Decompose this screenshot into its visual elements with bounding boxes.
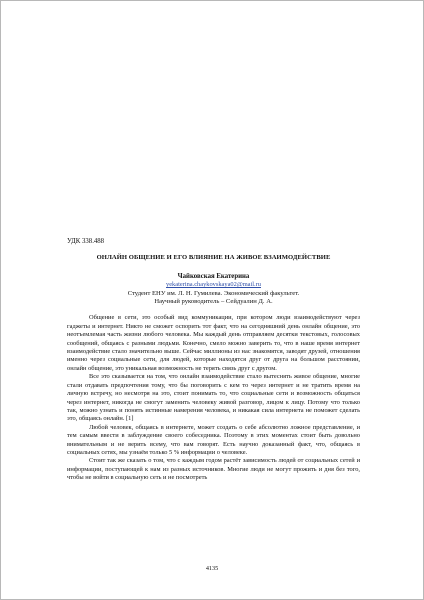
article-body xyxy=(67,314,360,482)
author-email-link[interactable]: yekaterina.chaykovskaya02@mail.ru xyxy=(166,281,261,289)
paragraph: Общение в сети, это особый вид коммуникации, при котором люди взаимодействуют через гаджеты и интернет. Никто не сможет оспорить тот факт, что на сегодняшний день онлайн общение, это неотъемлемая часть жизни любого человека. Мы каждый день отправляем десятки текстовых, голосовых сообщений, общаясь с разными людьми. Конечно, смело можно заверить то, что в наше время интернет взаимодействие стало значительно выше. Сейчас миллионы из нас знакомятся, заводят друзей, отношения именно через социальные сети, для людей, которые находятся друг от друга на большом расстоянии, онлайн общение, это уникальная возможность не терять связь друг с другом. xyxy=(67,314,360,372)
udc-code: УДК 338.488 xyxy=(67,238,105,245)
author-affiliation: Студент ЕНУ им. Л. Н. Гумилева. Экономический факультет. xyxy=(127,289,300,297)
author-name: Чайковская Екатерина xyxy=(177,272,250,280)
supervisor: Научный руководитель – Сейдуалин Д. А. xyxy=(154,298,273,306)
page-number: 4135 xyxy=(205,565,219,572)
article-title: ОНЛАЙН ОБЩЕНИЕ И ЕГО ВЛИЯНИЕ НА ЖИВОЕ ВЗАИМОДЕЙСТВИЕ xyxy=(96,254,331,262)
document-page xyxy=(67,238,360,483)
paragraph: Любой человек, общаясь в интернете, может создать о себе абсолютно ложное представление, и тем самым ввести в заблуждение своего собеседника. Поэтому в этих моментах стоит быть довольно внимательным и не верить всему, что вам говорят. Есть научно доказанный факт, что, общаясь в социальных сетях, мы узнаём только 5 % информации о человеке. xyxy=(67,423,360,456)
paragraph: Стоит так же сказать о том, что с каждым годом растёт зависимость людей от социальных сетей и информации, поступающей к нам из разных источников. Многие люди не могут прожить и дня без того, чтобы не войти в социальную сеть и не посмотреть xyxy=(67,457,360,482)
paragraph: Все это сказывается на том, что онлайн взаимодействие стало вытеснять живое общение, многие стали отдавать предпочтения тому, что бы поговорить с кем то через интернет и не тратить время на личную встречу, но несмотря на это, стоит понимать то, что социальные сети и возможность общаться через интернет, никогда не смогут заменить человеку живой разговор, лицом к лицу. Потому что только так, можно узнать и понять истинные намерения человека, и никакая сила интернета не поможет сделать это, общаясь онлайн. [1] xyxy=(67,373,360,423)
